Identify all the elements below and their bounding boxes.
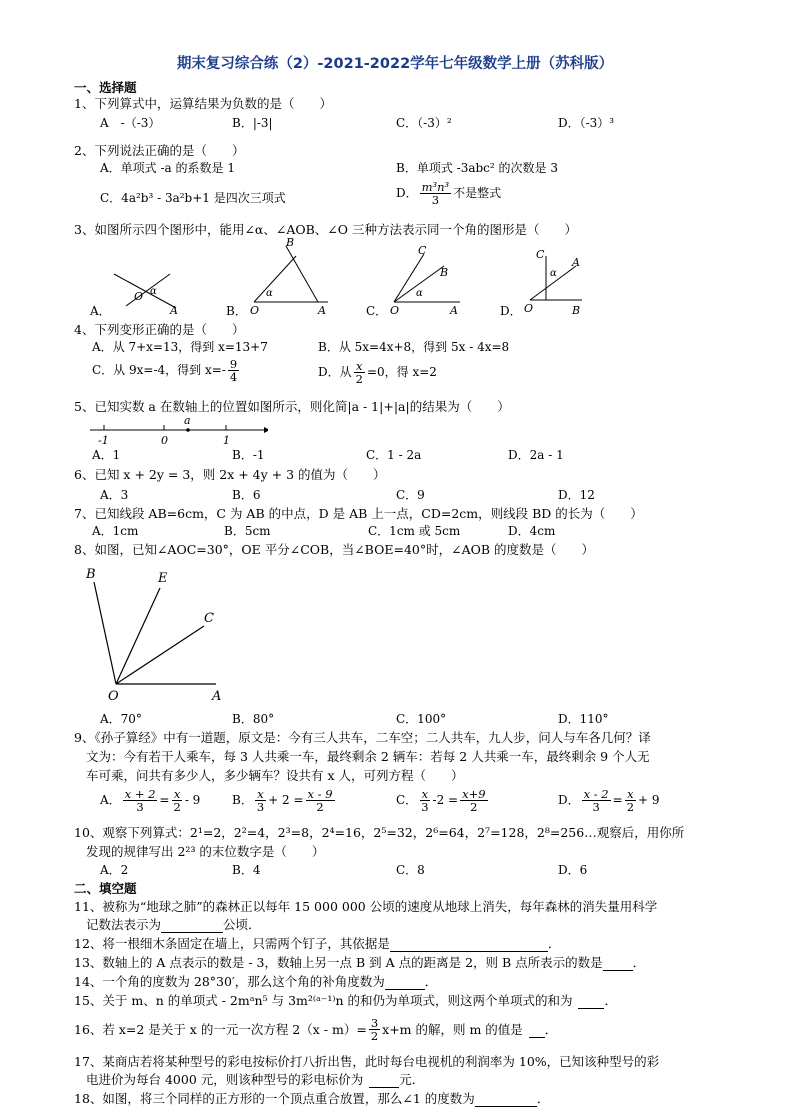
q1-option-a: A -（-3） <box>100 116 161 130</box>
q5-option-c: C．1 - 2a <box>366 448 422 462</box>
q3-option-b: B． <box>226 304 247 318</box>
q13-text: 13、数轴上的 A 点表示的数是 - 3，数轴上另一点 B 到 A 点的距离是 2，则 B 点所表示的数是 <box>74 955 603 970</box>
q15-row <box>74 993 617 1009</box>
q10-line2: 发现的规律写出 2²³ 的末位数字是（ ） <box>86 844 325 859</box>
svg-text:α: α <box>266 288 273 299</box>
q8-label-c: C <box>204 611 214 626</box>
q14-end: ． <box>424 974 438 989</box>
q8-label-a: A <box>212 689 222 704</box>
q16-denominator: 2 <box>370 1029 379 1044</box>
q9-c-num2: x+9 <box>462 787 486 801</box>
q9-line3: 车可乘，问共有多少人，多少辆车？设共有 x 人，可列方程（ ） <box>86 768 464 783</box>
q6-option-c: C．9 <box>396 488 425 502</box>
q9-d-num2: x <box>627 787 634 801</box>
q2-d-prefix: D． <box>396 186 418 201</box>
q9-c-mid: -2 = <box>432 793 459 808</box>
q10-option-c: C．8 <box>396 863 425 877</box>
q1-option-d: D．（-3）³ <box>558 116 615 130</box>
q1-option-b: B．|-3| <box>232 116 273 130</box>
q16-end: ． <box>544 1022 558 1038</box>
q9-a-frac2 <box>171 788 182 813</box>
q17-answer-blank[interactable] <box>369 1072 399 1088</box>
q4-d-prefix: D．从 <box>318 365 352 380</box>
svg-text:α: α <box>550 268 557 279</box>
svg-text:A: A <box>572 256 580 269</box>
svg-text:O: O <box>134 290 144 303</box>
q9-b-frac2 <box>306 788 335 813</box>
q4-option-c <box>92 358 241 383</box>
q8-option-a: A．70° <box>100 712 142 726</box>
q9-d-num1: x - 2 <box>583 787 609 801</box>
q3-stem: 3、如图所示四个图形中，能用∠α、∠AOB、∠O 三种方法表示同一个角的图形是（ ） <box>74 222 577 237</box>
q10-option-b: B．4 <box>232 863 261 877</box>
q9-c-den1: 3 <box>421 800 429 815</box>
q4-stem: 4、下列变形正确的是（ ） <box>74 322 245 337</box>
q14-text: 14、一个角的度数为 28°30′，那么这个角的补角度数为 <box>74 974 385 989</box>
q11-line2 <box>86 917 261 933</box>
q4-d-numerator: x <box>356 359 363 373</box>
q5-option-b: B．-1 <box>232 448 265 462</box>
svg-text:B: B <box>572 304 581 317</box>
q11-line1: 11、被称为“地球之肺”的森林正以每年 15 000 000 公顷的速度从地球上消失，每年森林的消失量用科学 <box>74 899 658 914</box>
q11-line2-unit: 公顷． <box>223 917 261 932</box>
q4-c-denominator: 4 <box>229 370 238 385</box>
q18-answer-blank[interactable] <box>475 1091 537 1107</box>
q9-b-label: B． <box>232 793 253 808</box>
q3-option-a: A． <box>90 304 111 318</box>
q9-a-den1: 3 <box>136 800 144 815</box>
q9-d-den2: 2 <box>626 800 635 815</box>
q7-option-a: A．1cm <box>92 524 139 538</box>
section-fill-heading: 二、填空题 <box>74 881 137 896</box>
q13-row <box>74 955 645 971</box>
q7-option-c: C．1cm 或 5cm <box>368 524 461 538</box>
q8-label-e: E <box>158 571 168 586</box>
q5-number-line <box>88 412 268 448</box>
svg-text:C: C <box>536 248 545 261</box>
q5-tick-1: 1 <box>223 434 230 447</box>
q3-figure-c <box>390 244 460 317</box>
q2-option-d <box>396 181 501 206</box>
q9-b-num1: x <box>257 787 264 801</box>
q8-option-d: D．110° <box>558 712 609 726</box>
q14-row <box>74 974 437 990</box>
q11-line2-text: 记数法表示为 <box>86 917 162 932</box>
q5-option-a: A．1 <box>92 448 121 462</box>
q14-answer-blank[interactable] <box>385 974 425 990</box>
q18-text: 18、如图，将三个同样的正方形的一个顶点重合放置，那么∠1 的度数为 <box>74 1091 475 1106</box>
q3-figure-b <box>250 236 328 317</box>
q16-fraction <box>369 1017 380 1042</box>
svg-text:A: A <box>450 304 458 317</box>
svg-text:O: O <box>250 304 260 317</box>
q13-answer-blank[interactable] <box>603 955 633 971</box>
q9-c-num1: x <box>421 787 429 801</box>
q7-stem: 7、已知线段 AB=6cm，C 为 AB 的中点，D 是 AB 上一点，CD=2cm，则线段 BD 的长为（ ） <box>74 506 643 521</box>
q9-b-num2: x - 9 <box>307 787 333 801</box>
q10-line1: 10、观察下列算式：2¹=2，2²=4，2³=8，2⁴=16，2⁵=32，2⁶=64，2⁷=128，2⁸=256…观察后，用你所 <box>74 825 685 840</box>
q9-a-mid: = <box>159 793 170 808</box>
q12-answer-blank[interactable] <box>390 936 548 952</box>
q9-b-den1: 3 <box>256 800 265 815</box>
svg-text:C: C <box>418 244 427 257</box>
svg-text:O: O <box>390 304 400 317</box>
q3-figure-a <box>114 274 178 317</box>
q9-b-den2: 2 <box>316 800 324 815</box>
q12-text: 12、将一根细木条固定在墙上，只需两个钉子，其依据是 <box>74 936 390 951</box>
svg-text:O: O <box>524 302 534 315</box>
q17-line2-text: 电进价为每台 4000 元，则该种型号的彩电标价为 <box>86 1072 364 1087</box>
q9-b-mid: + 2 = <box>268 793 304 808</box>
q4-d-fraction <box>354 360 365 385</box>
q13-end: ． <box>632 955 646 970</box>
q5-stem: 5、已知实数 a 在数轴上的位置如图所示，则化简|a - 1|+|a|的结果为（ ） <box>74 399 510 414</box>
q9-c-frac2 <box>460 788 487 813</box>
q4-option-b: B．从 5x=4x+8，得到 5x - 4x=8 <box>318 340 510 354</box>
q6-stem: 6、已知 x + 2y = 3，则 2x + 4y + 3 的值为（ ） <box>74 467 386 482</box>
q11-answer-blank[interactable] <box>161 917 223 933</box>
q18-end: ． <box>536 1091 550 1106</box>
q1-stem: 1、下列算式中，运算结果为负数的是（ ） <box>74 96 332 111</box>
q2-d-numerator: m³n³ <box>421 180 450 194</box>
q12-end: ． <box>547 936 561 951</box>
q8-figure <box>80 560 240 704</box>
q9-d-den1: 3 <box>592 800 600 815</box>
q15-answer-blank[interactable] <box>578 993 604 1009</box>
q6-option-b: B．6 <box>232 488 261 502</box>
section-choice-heading: 一、选择题 <box>74 80 137 95</box>
q17-line1: 17、某商店若将某种型号的彩电按标价打八折出售，此时每台电视机的利润率为 10%，已知该种型号的彩 <box>74 1054 660 1069</box>
q8-label-b: B <box>86 567 96 582</box>
q16-post: x+m 的解，则 m 的值是 <box>382 1022 523 1038</box>
q10-option-a: A．2 <box>100 863 129 877</box>
q16-pre: 16、若 x=2 是关于 x 的一元一次方程 2（x - m）= <box>74 1022 367 1038</box>
q9-c-frac1 <box>419 788 430 813</box>
q9-option-d <box>558 788 660 813</box>
q15-text: 15、关于 m、n 的单项式 - 2mᵃn⁵ 与 3m²⁽ᵃ⁻¹⁾n 的和仍为单项式，则这两个单项式的和为 <box>74 993 573 1008</box>
q8-stem: 8、如图，已知∠AOC=30°，OE 平分∠COB，当∠BOE=40°时，∠AOB 的度数是（ ） <box>74 542 595 557</box>
q5-tick-minus1: -1 <box>98 434 109 447</box>
q4-option-d <box>318 360 437 385</box>
q3-option-d: D． <box>500 304 522 318</box>
q3-figure-d <box>524 248 582 317</box>
svg-text:B: B <box>286 236 295 249</box>
q7-option-b: B．5cm <box>224 524 271 538</box>
q9-c-label: C． <box>396 793 418 808</box>
q2-option-c: C．4a²b³ - 3a²b+1 是四次三项式 <box>100 191 286 205</box>
q2-d-denominator: 3 <box>431 193 440 208</box>
q16-row <box>74 1017 557 1042</box>
q4-d-denominator: 2 <box>355 372 363 387</box>
q7-option-d: D．4cm <box>508 524 556 538</box>
q9-d-mid: = <box>612 793 623 808</box>
q17-line2-unit: 元． <box>399 1072 425 1087</box>
q2-stem: 2、下列说法正确的是（ ） <box>74 143 245 158</box>
q9-d-frac1 <box>582 788 611 813</box>
q18-row <box>74 1091 549 1107</box>
q9-line1: 9、《孙子算经》中有一道题，原文是：今有三人共车，二车空；二人共车，九人步，问人与车各几何？译 <box>74 730 651 745</box>
q3-figures <box>100 236 700 322</box>
q8-option-b: B．80° <box>232 712 275 726</box>
q9-line2: 文为：今有若干人乘车，每 3 人共乘一车，最终剩余 2 辆车：若每 2 人共乘一车，最终剩余 9 个人无 <box>86 749 650 764</box>
q1-option-c: C．（-3）² <box>396 116 452 130</box>
q9-b-frac1 <box>255 788 266 813</box>
q16-numerator: 3 <box>370 1016 379 1030</box>
q9-d-label: D． <box>558 793 580 808</box>
q9-a-den2: 2 <box>173 800 181 815</box>
q5-point-label: a <box>184 414 191 427</box>
svg-text:B: B <box>440 266 449 279</box>
q4-d-suffix: =0，得 x=2 <box>366 365 437 380</box>
q4-c-fraction <box>228 358 239 383</box>
svg-text:α: α <box>416 288 423 299</box>
q6-option-a: A．3 <box>100 488 129 502</box>
q4-c-prefix: C．从 9x=-4，得到 x=- <box>92 363 226 378</box>
q9-a-label: A． <box>100 793 121 808</box>
q17-line2 <box>86 1072 424 1088</box>
svg-text:A: A <box>318 304 326 317</box>
q12-row <box>74 936 560 952</box>
q9-a-tail: - 9 <box>184 793 201 808</box>
q9-d-tail: + 9 <box>638 793 660 808</box>
svg-text:α: α <box>150 286 157 297</box>
q5-point-a <box>186 428 190 432</box>
q4-c-numerator: 9 <box>229 357 238 371</box>
q9-option-c <box>396 788 490 813</box>
q9-a-num1: x + 2 <box>124 787 156 801</box>
q5-tick-0: 0 <box>161 434 168 447</box>
q9-option-b <box>232 788 337 813</box>
q9-a-frac1 <box>123 788 158 813</box>
q9-a-num2: x <box>173 787 181 801</box>
q10-option-d: D．6 <box>558 863 588 877</box>
q6-option-d: D．12 <box>558 488 595 502</box>
q9-c-den2: 2 <box>470 800 478 815</box>
q8-option-c: C．100° <box>396 712 447 726</box>
q2-option-b: B．单项式 -3abc² 的次数是 3 <box>396 161 558 175</box>
q8-label-o: O <box>108 689 119 704</box>
q2-option-a: A．单项式 -a 的系数是 1 <box>100 161 235 175</box>
q16-answer-blank[interactable] <box>529 1022 545 1038</box>
svg-text:A: A <box>170 304 178 317</box>
q5-option-d: D．2a - 1 <box>508 448 564 462</box>
q2-d-fraction <box>420 181 452 206</box>
q9-d-frac2 <box>625 788 636 813</box>
page-title: 期末复习综合练（2）-2021-2022学年七年级数学上册（苏科版） <box>176 56 614 72</box>
q15-end: ． <box>604 993 617 1008</box>
q2-d-suffix: 不是整式 <box>453 186 502 201</box>
q9-option-a <box>100 788 200 813</box>
q4-option-a: A．从 7+x=13，得到 x=13+7 <box>92 340 268 354</box>
q3-option-c: C． <box>366 304 388 318</box>
